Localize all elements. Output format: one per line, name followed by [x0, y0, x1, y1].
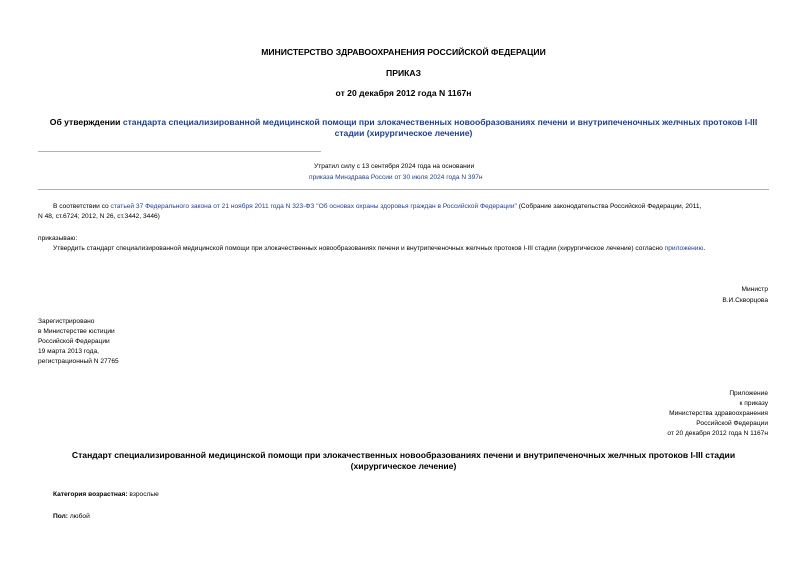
sex-value: любой — [68, 513, 90, 520]
registration-line: Зарегистрировано — [38, 318, 95, 325]
preamble-prefix: В соответствии со — [53, 203, 111, 210]
law-title-link[interactable]: "Об основах охраны здоровья граждан в Российской Федерации" — [316, 203, 517, 210]
doc-title-line1 — [0, 117, 807, 127]
registration-line: в Министерстве юстиции — [38, 328, 115, 335]
appendix-link[interactable]: приложению — [664, 245, 704, 252]
approve-end: . — [703, 245, 706, 252]
preamble-line1 — [53, 202, 701, 212]
signature-position: Министр — [741, 286, 768, 293]
status-divider — [38, 189, 769, 190]
order-word: приказываю: — [38, 235, 78, 242]
repeal-status-text: Утратил силу с 13 сентября 2024 года на основании — [314, 163, 475, 170]
approve-paragraph — [53, 244, 705, 254]
title-divider — [38, 151, 321, 152]
appendix-line: Российской Федерации — [696, 420, 768, 427]
repeal-status-line2 — [309, 173, 483, 183]
appendix-line: Министерства здравоохранения — [669, 410, 768, 417]
appendix-block — [560, 389, 768, 439]
doc-title-line2 — [0, 128, 807, 138]
appendix-line: Приложение — [729, 390, 768, 397]
age-label: Категория возрастная: — [53, 491, 128, 498]
standard-title-link-cont[interactable]: стадии (хирургическое лечение) — [334, 128, 473, 138]
age-category — [53, 490, 159, 500]
signature-name: В.И.Скворцова — [722, 297, 768, 304]
sex-label: Пол: — [53, 513, 68, 520]
preamble-suffix: (Собрание законодательства Российской Федерации, 2011, — [516, 203, 702, 210]
registration-line: Российской Федерации — [38, 338, 110, 345]
registration-block — [38, 317, 119, 367]
repeal-order-link[interactable]: приказа Минздрава России от 30 июля 2024 года N 397н — [309, 174, 483, 181]
approve-text: Утвердить стандарт специализированной медицинской помощи при злокачественных новообразованиях печени и внутрипеченочных желчных протоков I-III стадии (хирургическое лечение) согласно — [53, 245, 665, 252]
preamble-line2: N 48, ст.6724; 2012, N 26, ст.3442, 3446) — [38, 213, 160, 220]
doc-date-heading: от 20 декабря 2012 года N 1167н — [335, 88, 472, 98]
appendix-line: к приказу — [739, 400, 768, 407]
ministry-heading: МИНИСТЕРСТВО ЗДРАВООХРАНЕНИЯ РОССИЙСКОЙ ФЕДЕРАЦИИ — [261, 47, 546, 57]
doc-title-prefix: Об утверждении — [49, 117, 123, 127]
standard-title-line1: Стандарт специализированной медицинской помощи при злокачественных новообразованиях печени и внутрипеченочных желчных протоков I-III стадии — [71, 450, 736, 460]
registration-line: 19 марта 2013 года, — [38, 348, 99, 355]
standard-title-link[interactable]: стандарта специализированной медицинской помощи при злокачественных новообразованиях печени и внутрипеченочных желчных протоков I-III — [122, 117, 758, 127]
registration-line: регистрационный N 27765 — [38, 358, 119, 365]
standard-title-line2: (хирургическое лечение) — [350, 461, 457, 471]
law-article-link[interactable]: статьей 37 Федерального закона от 21 ноября 2011 года N 323-ФЗ — [110, 203, 315, 210]
age-value: взрослые — [127, 491, 159, 498]
sex-category — [53, 512, 90, 522]
doc-type-heading: ПРИКАЗ — [386, 68, 421, 78]
appendix-line: от 20 декабря 2012 года N 1167н — [667, 430, 768, 437]
